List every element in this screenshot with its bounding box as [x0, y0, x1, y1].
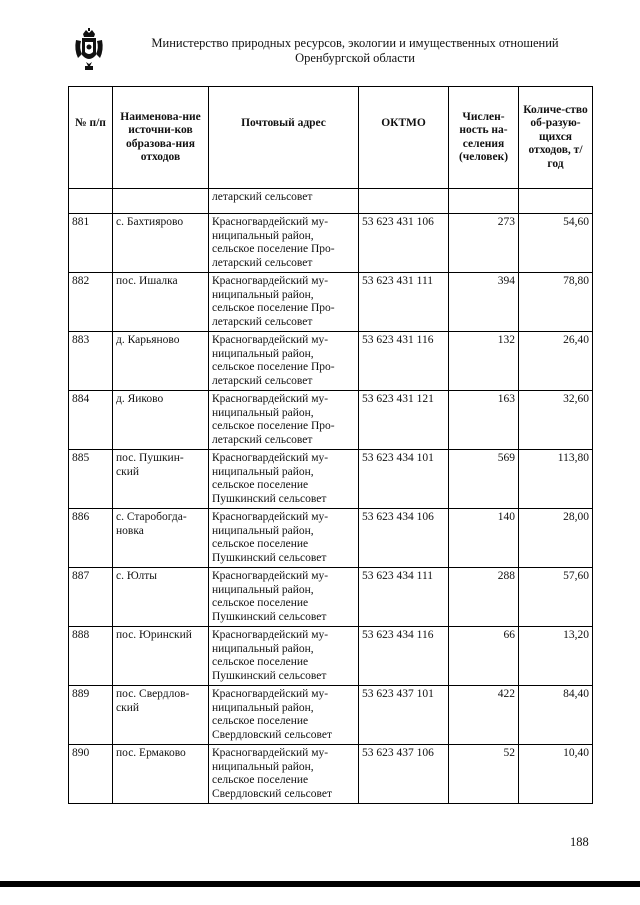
table-row: [69, 332, 593, 391]
table-row: [69, 450, 593, 509]
cell-waste-amount: 84,40: [519, 686, 593, 745]
cell-population: 132: [449, 332, 519, 391]
header-ministry-line: Министерство природных ресурсов, экологии и имущественных отношений: [151, 36, 559, 50]
cell-waste-amount: 10,40: [519, 745, 593, 804]
table-row: [69, 686, 593, 745]
cell-number: 883: [69, 332, 113, 391]
col-postal-address: Почтовый адрес: [209, 87, 359, 189]
coat-of-arms-icon: [72, 28, 106, 72]
table-row: [69, 627, 593, 686]
cell-postal-address: Красногвардейский му-ниципальный район, сельское поселение Про-летарский сельсовет: [209, 273, 359, 332]
cell-population: 288: [449, 568, 519, 627]
cell-oktmo: 53 623 434 101: [359, 450, 449, 509]
table-row-continuation: [69, 189, 593, 214]
cell-waste-amount: 54,60: [519, 214, 593, 273]
cell-source-name: д. Яиково: [113, 391, 209, 450]
page-number: 188: [570, 835, 589, 849]
cell-number: 888: [69, 627, 113, 686]
table-row: [69, 391, 593, 450]
cell-source-name: пос. Ермаково: [113, 745, 209, 804]
cell-oktmo: 53 623 431 116: [359, 332, 449, 391]
table-row: [69, 745, 593, 804]
cell-waste-amount: 26,40: [519, 332, 593, 391]
cell-waste-amount: 28,00: [519, 509, 593, 568]
cell-population: 569: [449, 450, 519, 509]
cell-number: 885: [69, 450, 113, 509]
cell-number: 886: [69, 509, 113, 568]
cell-source-name: пос. Свердлов-ский: [113, 686, 209, 745]
col-population: Числен-ность на-селения (человек): [449, 87, 519, 189]
cell-number: 889: [69, 686, 113, 745]
table-body: [69, 189, 593, 804]
cell-oktmo: 53 623 434 111: [359, 568, 449, 627]
cell-postal-address: Красногвардейский му-ниципальный район, сельское поселение Пушкинский сельсовет: [209, 509, 359, 568]
cell-postal-address: Красногвардейский му-ниципальный район, сельское поселение Про-летарский сельсовет: [209, 214, 359, 273]
cell-population: 163: [449, 391, 519, 450]
col-waste-amount: Количе-ство об-разую-щихся отходов, т/год: [519, 87, 593, 189]
cell-source-name: д. Карьяново: [113, 332, 209, 391]
bottom-rule: [0, 881, 640, 887]
cell-source-name: с. Бахтиярово: [113, 214, 209, 273]
waste-sources-table: [68, 86, 593, 804]
cell-oktmo: 53 623 434 116: [359, 627, 449, 686]
cell-population: 140: [449, 509, 519, 568]
cell-postal-address: Красногвардейский му-ниципальный район, сельское поселение Свердловский сельсовет: [209, 745, 359, 804]
cell-source-name: пос. Юринский: [113, 627, 209, 686]
cell-postal-address: Красногвардейский му-ниципальный район, сельское поселение Пушкинский сельсовет: [209, 627, 359, 686]
col-oktmo: ОКТМО: [359, 87, 449, 189]
table-row: [69, 214, 593, 273]
cell-oktmo: 53 623 434 106: [359, 509, 449, 568]
cell-postal-address: Красногвардейский му-ниципальный район, сельское поселение Про-летарский сельсовет: [209, 332, 359, 391]
cell-population: 66: [449, 627, 519, 686]
cell-population: 394: [449, 273, 519, 332]
cell-postal-address: Красногвардейский му-ниципальный район, сельское поселение Про-летарский сельсовет: [209, 391, 359, 450]
cell-population: 52: [449, 745, 519, 804]
cell-waste-amount: 78,80: [519, 273, 593, 332]
cell-source-name: пос. Пушкин-ский: [113, 450, 209, 509]
col-number: № п/п: [69, 87, 113, 189]
cell-oktmo: 53 623 437 101: [359, 686, 449, 745]
cell-population: 273: [449, 214, 519, 273]
table-header-row: [69, 87, 593, 189]
cell-waste-amount: 13,20: [519, 627, 593, 686]
table-row: [69, 273, 593, 332]
cell-oktmo: 53 623 431 111: [359, 273, 449, 332]
cell-oktmo: 53 623 431 106: [359, 214, 449, 273]
cell-waste-amount: 57,60: [519, 568, 593, 627]
cell-waste-amount: 113,80: [519, 450, 593, 509]
table-row: [69, 568, 593, 627]
table-row: [69, 509, 593, 568]
cell-postal-address: Красногвардейский му-ниципальный район, сельское поселение Пушкинский сельсовет: [209, 450, 359, 509]
col-source-name: Наименова-ние источни-ков образова-ния отходов: [113, 87, 209, 189]
cell-number: 887: [69, 568, 113, 627]
cell-number: 884: [69, 391, 113, 450]
document-header: [120, 36, 590, 66]
cell-oktmo: 53 623 431 121: [359, 391, 449, 450]
cell-source-name: с. Старобогда-новка: [113, 509, 209, 568]
cell-number: 881: [69, 214, 113, 273]
continuation-text: летарский сельсовет: [209, 189, 359, 214]
cell-source-name: с. Юлты: [113, 568, 209, 627]
cell-source-name: пос. Ишалка: [113, 273, 209, 332]
cell-number: 890: [69, 745, 113, 804]
cell-oktmo: 53 623 437 106: [359, 745, 449, 804]
cell-waste-amount: 32,60: [519, 391, 593, 450]
cell-postal-address: Красногвардейский му-ниципальный район, сельское поселение Пушкинский сельсовет: [209, 568, 359, 627]
cell-population: 422: [449, 686, 519, 745]
cell-number: 882: [69, 273, 113, 332]
header-region-line: Оренбургской области: [295, 51, 415, 65]
cell-postal-address: Красногвардейский му-ниципальный район, сельское поселение Свердловский сельсовет: [209, 686, 359, 745]
